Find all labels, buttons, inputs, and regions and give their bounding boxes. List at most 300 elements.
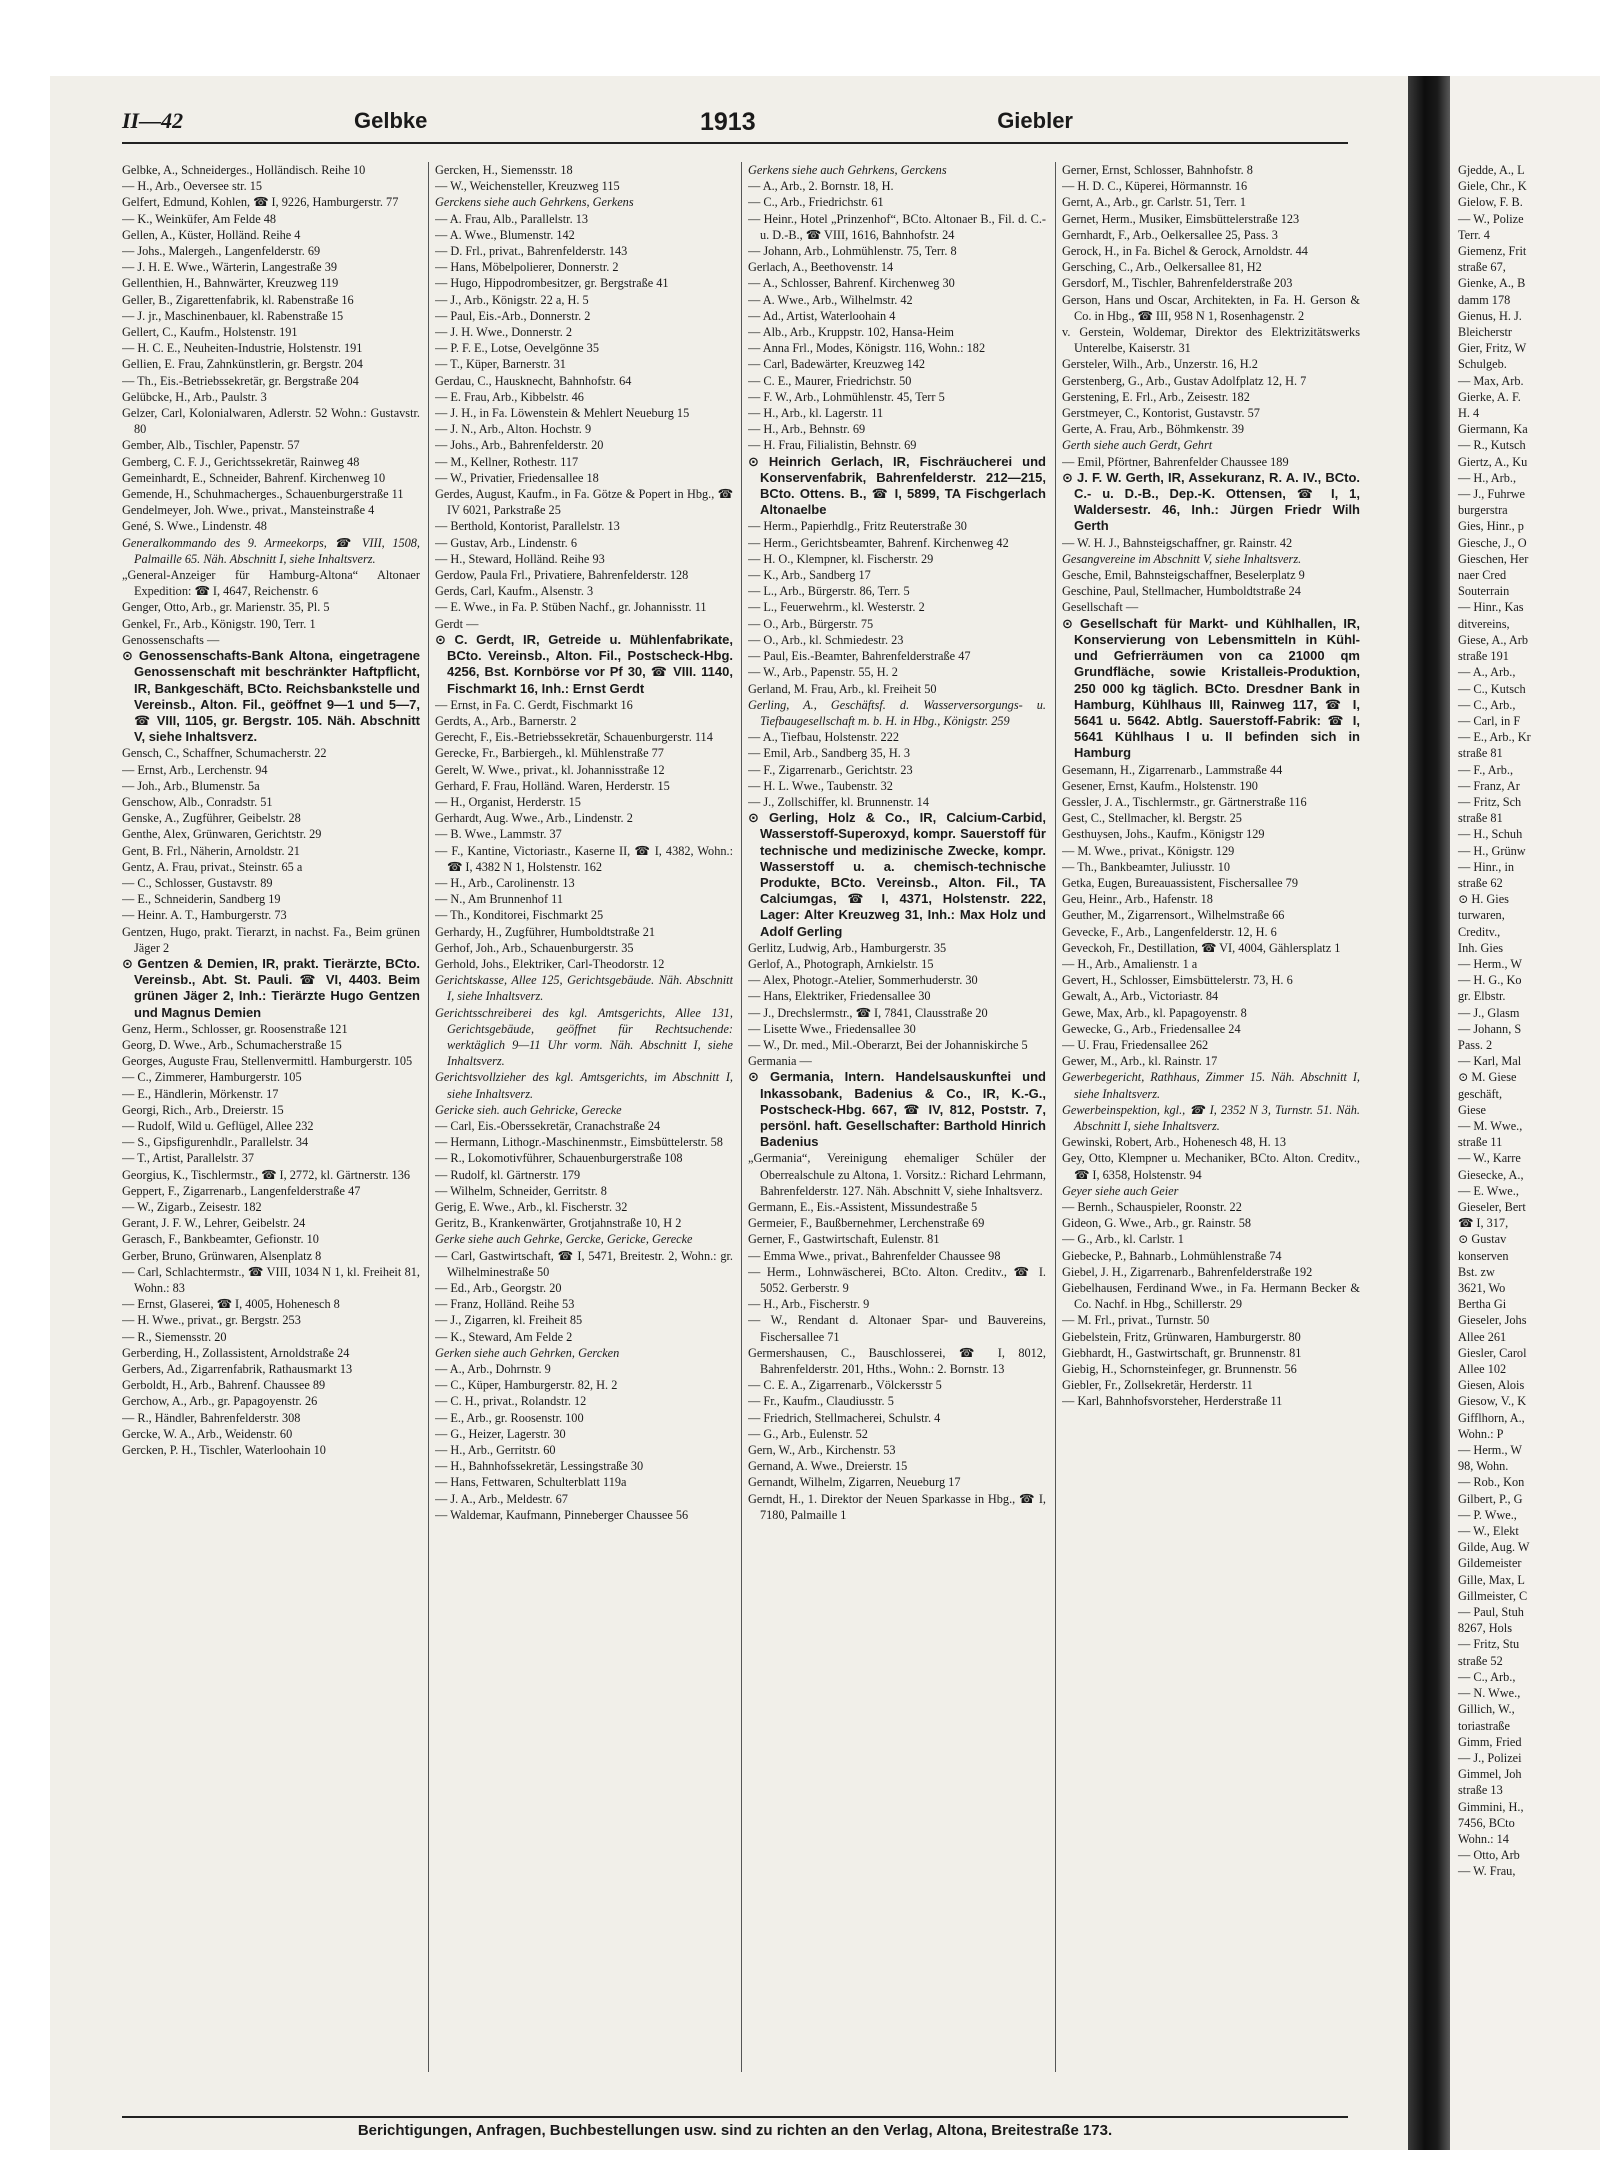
adjacent-page-line: — Johann, S [1458, 1021, 1522, 1036]
directory-entry: „Germania“, Vereinigung ehemaliger Schüler der Oberrealschule zu Altona, 1. Vorsitz.: Richard Lehrmann, Bahrenfelderstr. 127. Näh. Abschnitt V, siehe Inhaltsverz. [748, 1151, 1046, 1198]
directory-entry: Gerber, Bruno, Grünwaren, Alsenplatz 8 [122, 1248, 322, 1263]
directory-entry: — H., Arb., Amalienstr. 1 a [1062, 956, 1198, 971]
directory-entry: — A., Schlosser, Bahrenf. Kirchenweg 30 [748, 276, 955, 291]
directory-entry: — J. H. Wwe., Donnerstr. 2 [435, 325, 573, 340]
adjacent-page-line: Gifflhorn, A., [1458, 1410, 1525, 1425]
adjacent-page-line: straße 11 [1458, 1135, 1503, 1150]
adjacent-page-line: — H., Arb., [1458, 470, 1517, 485]
directory-entry: — D. Frl., privat., Bahrenfelderstr. 143 [435, 244, 628, 259]
directory-entry: — A. Frau, Alb., Parallelstr. 13 [435, 211, 589, 226]
directory-entry: — E., Schneiderin, Sandberg 19 [122, 892, 281, 907]
directory-entry: Gernand, A. Wwe., Dreierstr. 15 [748, 1459, 908, 1474]
adjacent-page-line: Gilde, Aug. W [1458, 1540, 1530, 1555]
adjacent-page-line: Gille, Max, L [1458, 1572, 1525, 1587]
adjacent-page-line: Gilbert, P., G [1458, 1491, 1523, 1506]
directory-entry: — H., Steward, Holländ. Reihe 93 [435, 551, 605, 566]
adjacent-page-column [1458, 162, 1600, 1880]
adjacent-page-line: — R., Kutsch [1458, 438, 1526, 453]
adjacent-page-line: — Fritz, Stu [1458, 1637, 1520, 1652]
adjacent-page-line: Gies, Hinr., p [1458, 519, 1524, 534]
directory-entry: — C., Arb., Friedrichstr. 61 [748, 195, 884, 210]
directory-entry: Gesthuysen, Johs., Kaufm., Königstr 129 [1062, 827, 1265, 842]
directory-entry: Gerboldt, H., Arb., Bahrenf. Chaussee 89 [122, 1378, 326, 1393]
adjacent-page-line: konserven [1458, 1248, 1509, 1263]
directory-entry: — Emil, Arb., Sandberg 35, H. 3 [748, 746, 911, 761]
directory-entry: — A., Tiefbau, Holstenstr. 222 [748, 730, 899, 745]
directory-entry: ⊙ J. F. W. Gerth, IR, Assekuranz, R. A. IV., BCto. C.- u. D.-B., Dep.-K. Ottensen, ☎ I, 1, Waldersestr. 46, Inh.: Jürgen Friedr Wilh Gerth [1062, 469, 1360, 534]
directory-entry: — N., Am Brunnenhof 11 [435, 892, 563, 907]
adjacent-page-line: straße 13 [1458, 1783, 1503, 1798]
directory-entry: Gentzen, Hugo, prakt. Tierarzt, in nachst. Fa., Beim grünen Jäger 2 [122, 924, 420, 955]
directory-entry: — W., Weichensteller, Kreuzweg 115 [435, 179, 620, 194]
directory-entry: Gerecke, Fr., Barbiergeh., kl. Mühlenstraße 77 [435, 746, 664, 761]
directory-entry: Germershausen, C., Bauschlosserei, ☎ I, 8012, Bahrenfelderstr. 201, Hths., Wohn.: 2. Bornstr. 13 [748, 1345, 1046, 1377]
column-4 [1062, 162, 1360, 2112]
adjacent-page-line: H. 4 [1458, 406, 1480, 421]
directory-entry: Gesener, Ernst, Kaufm., Holstenstr. 190 [1062, 778, 1258, 793]
directory-entry: — Herm., Lohnwäscherei, BCto. Alton. Creditv., ☎ I. 5052. Gerberstr. 9 [748, 1264, 1046, 1296]
directory-entry: — G., Arb., kl. Carlstr. 1 [1062, 1232, 1184, 1247]
directory-entry: Gerstening, E. Frl., Arb., Zeisestr. 182 [1062, 389, 1250, 404]
directory-entry: — Heinr. A. T., Hamburgerstr. 73 [122, 908, 287, 923]
directory-entry: Geschine, Paul, Stellmacher, Humboldtstraße 24 [1062, 584, 1301, 599]
column-3 [748, 162, 1046, 2112]
directory-entry: Gerstenberg, G., Arb., Gustav Adolfplatz 12, H. 7 [1062, 373, 1307, 388]
directory-entry: — E., Arb., gr. Roosenstr. 100 [435, 1410, 584, 1425]
adjacent-page-line: — J., Glasm [1458, 1005, 1520, 1020]
directory-entry: Gellert, C., Kaufm., Holstenstr. 191 [122, 325, 298, 340]
adjacent-page-line: ⊙ H. Gies [1458, 892, 1509, 907]
directory-entry: Giebecke, P., Bahnarb., Lohmühlenstraße 74 [1062, 1248, 1282, 1263]
directory-entry: Gerig, E. Wwe., Arb., kl. Fischerstr. 32 [435, 1200, 628, 1214]
directory-entry: — J. jr., Maschinenbauer, kl. Rabenstraße 15 [122, 308, 344, 323]
adjacent-page-line: Bertha Gi [1458, 1297, 1507, 1312]
directory-entry: Gerckens siehe auch Gehrkens, Gerkens [435, 195, 634, 210]
directory-entry: — Herm., Papierhdlg., Fritz Reuterstraße 30 [748, 519, 967, 534]
directory-entry: ⊙ Genossenschafts-Bank Altona, eingetragene Genossenschaft mit beschränkter Haftpflicht, IR, Bankgeschäft, BCto. Reichsbankstelle und Vereinsb., Alton. Fil., geöffnet 9—1 und 5—7, ☎ VIII, 1105, gr. Bergstr. 105. Näh. Abschnitt V, siehe Inhaltsverz. [122, 648, 420, 745]
directory-entry: Gerichtskasse, Allee 125, Gerichtsgebäude. Näh. Abschnitt I, siehe Inhaltsverz. [435, 973, 733, 1004]
directory-entry: Gerkens siehe auch Gehrkens, Gerckens [748, 163, 947, 177]
adjacent-page-line: Gjedde, A., L [1458, 163, 1525, 177]
directory-entry: Gerke siehe auch Gehrke, Gercke, Gericke, Gerecke [435, 1232, 693, 1247]
directory-entry: Gersdorf, M., Tischler, Bahrenfelderstraße 203 [1062, 276, 1293, 291]
directory-entry: — Carl, Badewärter, Kreuzweg 142 [748, 357, 926, 372]
adjacent-page-line: burgerstra [1458, 503, 1508, 518]
adjacent-page-line: turwaren, [1458, 908, 1505, 923]
directory-entry: Gewecke, G., Arb., Friedensallee 24 [1062, 1021, 1241, 1036]
directory-entry: Gerth siehe auch Gerdt, Gehrt [1062, 438, 1213, 453]
adjacent-page-line: Gildemeister [1458, 1556, 1522, 1571]
directory-entry: Gercken, P. H., Tischler, Waterloohain 10 [122, 1443, 326, 1458]
directory-entry: — H. Frau, Filialistin, Behnstr. 69 [748, 438, 917, 453]
directory-entry: — Ed., Arb., Georgstr. 20 [435, 1281, 562, 1296]
directory-entry: — O., Arb., Bürgerstr. 75 [748, 616, 874, 631]
directory-entry: — C., Küper, Hamburgerstr. 82, H. 2 [435, 1378, 618, 1393]
directory-entry: Geu, Heinr., Arb., Hafenstr. 18 [1062, 892, 1213, 907]
adjacent-page-line: — E. Wwe., [1458, 1183, 1519, 1198]
directory-entry: Gesangvereine im Abschnitt V, siehe Inhaltsverz. [1062, 551, 1302, 566]
directory-entry: — Anna Frl., Modes, Königstr. 116, Wohn.: 182 [748, 341, 986, 356]
adjacent-page-line: Gillmeister, C [1458, 1588, 1528, 1603]
directory-entry: — W., Privatier, Friedensallee 18 [435, 470, 599, 485]
adjacent-page-line: gr. Elbstr. [1458, 989, 1506, 1004]
directory-entry: Gewalt, A., Arb., Victoriastr. 84 [1062, 989, 1219, 1004]
adjacent-page-line: — J., Fuhrwe [1458, 487, 1525, 502]
adjacent-page-line: 98, Wohn. [1458, 1459, 1509, 1474]
directory-entry: — Berthold, Kontorist, Parallelstr. 13 [435, 519, 620, 534]
directory-entry: — M. Wwe., privat., Königstr. 129 [1062, 843, 1235, 858]
directory-entry: Genske, A., Zugführer, Geibelstr. 28 [122, 811, 301, 826]
directory-entry: — Carl, Gastwirtschaft, ☎ I, 5471, Breitestr. 2, Wohn.: gr. Wilhelminestraße 50 [435, 1248, 733, 1279]
adjacent-page-line: 3621, Wo [1458, 1281, 1506, 1296]
directory-entry: — Karl, Bahnhofsvorsteher, Herderstraße 11 [1062, 1394, 1283, 1409]
directory-entry: Geuther, M., Zigarrensort., Wilhelmstraße 66 [1062, 908, 1285, 923]
adjacent-page-line: Giesow, V., K [1458, 1394, 1527, 1409]
adjacent-page-line: — Karl, Mal [1458, 1054, 1522, 1069]
directory-entry: — M., Kellner, Rothestr. 117 [435, 454, 579, 469]
directory-entry: Geyer siehe auch Geier [1062, 1183, 1179, 1198]
directory-entry: Gernet, Herm., Musiker, Eimsbüttelerstraße 123 [1062, 211, 1300, 226]
adjacent-page-line: Gieseler, Johs [1458, 1313, 1527, 1328]
header-first-entry: Gelbke [354, 108, 428, 133]
directory-entry: — H. O., Klempner, kl. Fischerstr. 29 [748, 551, 934, 566]
directory-entry: Gevert, H., Schlosser, Eimsbüttelerstr. 73, H. 6 [1062, 973, 1293, 988]
directory-entry: — J. H., in Fa. Löwenstein & Mehlert Neueburg 15 [435, 406, 690, 421]
directory-entry: Gemende, H., Schuhmacherges., Schauenburgerstraße 11 [122, 487, 404, 502]
adjacent-page-line: damm 178 [1458, 292, 1511, 307]
adjacent-page-line: straße 67, [1458, 260, 1506, 275]
directory-entry: Giebhardt, H., Gastwirtschaft, gr. Brunnenstr. 81 [1062, 1345, 1302, 1360]
directory-entry: Gerasch, F., Bankbeamter, Gefionstr. 10 [122, 1232, 319, 1247]
directory-entry: — Hans, Elektriker, Friedensallee 30 [748, 989, 931, 1004]
directory-entry: Gerdau, C., Hausknecht, Bahnhofstr. 64 [435, 373, 632, 388]
adjacent-page-line: Wohn.: P [1458, 1426, 1504, 1441]
directory-entry: — S., Gipsfigurenhdlr., Parallelstr. 34 [122, 1135, 309, 1150]
directory-entry: — Bernh., Schauspieler, Roonstr. 22 [1062, 1200, 1242, 1214]
adjacent-page-line: — Otto, Arb [1458, 1848, 1520, 1863]
directory-entry: Geritz, B., Krankenwärter, Grotjahnstraße 10, H 2 [435, 1216, 682, 1231]
adjacent-page-line: Allee 261 [1458, 1329, 1507, 1344]
directory-entry: Genschow, Alb., Conradstr. 51 [122, 794, 273, 809]
directory-entry: Gensch, C., Schaffner, Schumacherstr. 22 [122, 746, 327, 761]
adjacent-page-line: ditvereins, [1458, 616, 1510, 631]
adjacent-page-line: — Max, Arb. [1458, 373, 1524, 388]
directory-entry: Gernandt, Wilhelm, Zigarren, Neueburg 17 [748, 1475, 961, 1490]
directory-entry: — G., Heizer, Lagerstr. 30 [435, 1426, 566, 1441]
directory-entry: Georgi, Rich., Arb., Dreierstr. 15 [122, 1102, 284, 1117]
adjacent-page-line: Allee 102 [1458, 1362, 1507, 1377]
adjacent-page-line: — Franz, Ar [1458, 778, 1520, 793]
directory-entry: Gerlach, A., Beethovenstr. 14 [748, 260, 894, 275]
directory-entry: — F., Kantine, Victoriastr., Kaserne II, ☎ I, 4382, Wohn.: ☎ I, 4382 N 1, Holstenstr. 162 [435, 843, 733, 874]
column-2 [435, 162, 733, 2112]
directory-entry: — J. A., Arb., Meldestr. 67 [435, 1491, 568, 1506]
directory-entry: ⊙ C. Gerdt, IR, Getreide u. Mühlenfabrikate, BCto. Vereinsb., Alton. Fil., Postscheck-Hbg. 4256, Bst. Kornbörse vor Pf 30, ☎ VIII. 1140, Fischmarkt 16, Inh.: Ernst Gerdt [435, 631, 733, 696]
adjacent-page-line: Gimmel, Joh [1458, 1767, 1522, 1782]
directory-entry: Geveckoh, Fr., Destillation, ☎ VI, 4004, Gählersplatz 1 [1062, 940, 1341, 955]
adjacent-page-line: — C., Arb., [1458, 697, 1516, 712]
directory-entry: Gerstmeyer, C., Kontorist, Gustavstr. 57 [1062, 406, 1260, 421]
adjacent-page-line: Gienke, A., B [1458, 276, 1526, 291]
directory-entry: Gerberding, H., Zollassistent, Arnoldstraße 24 [122, 1345, 350, 1360]
directory-entry: — Herm., Gerichtsbeamter, Bahrenf. Kirchenweg 42 [748, 535, 1009, 550]
directory-entry: — Paul, Eis.-Beamter, Bahrenfelderstraße 47 [748, 649, 971, 664]
directory-entry: — E. Wwe., in Fa. P. Stüben Nachf., gr. Johannisstr. 11 [435, 600, 707, 615]
directory-entry: — B. Wwe., Lammstr. 37 [435, 827, 562, 842]
directory-entry: — L., Arb., Bürgerstr. 86, Terr. 5 [748, 584, 910, 599]
directory-entry: — R., Lokomotivführer, Schauenburgerstraße 108 [435, 1151, 683, 1166]
directory-entry: — K., Steward, Am Felde 2 [435, 1329, 573, 1344]
directory-entry: Gerhardt, Aug. Wwe., Arb., Lindenstr. 2 [435, 811, 633, 826]
adjacent-page-line: Terr. 4 [1458, 227, 1490, 242]
adjacent-page-line: — H., Grünw [1458, 843, 1526, 858]
directory-entry: — Carl, Schlachtermstr., ☎ VIII, 1034 N 1, kl. Freiheit 81, Wohn.: 83 [122, 1264, 420, 1296]
adjacent-page-line: straße 62 [1458, 875, 1503, 890]
directory-entry: Gercke, W. A., Arb., Weidenstr. 60 [122, 1426, 293, 1441]
directory-entry: Gerlitz, Ludwig, Arb., Hamburgerstr. 35 [748, 940, 947, 955]
directory-entry: Gerelt, W. Wwe., privat., kl. Johannisstraße 12 [435, 762, 665, 777]
adjacent-page-line: Giesen, Alois [1458, 1378, 1525, 1393]
header-year: 1913 [700, 108, 756, 136]
directory-entry: — Ernst, Glaserei, ☎ I, 4005, Hohenesch 8 [122, 1297, 340, 1312]
directory-entry: Gerichtsschreiberei des kgl. Amtsgerichts, Allee 131, Gerichtsgebäude, geöffnet für Rechtsuchende: werktäglich 9—11 Uhr vorm. Näh. Abschnitt I, siehe Inhaltsverz. [435, 1005, 733, 1069]
directory-entry: Gerhold, Johs., Elektriker, Carl-Theodorstr. 12 [435, 956, 665, 971]
directory-entry: — G., Arb., Eulenstr. 52 [748, 1426, 868, 1441]
directory-entry: — F., Zigarrenarb., Gerichtstr. 23 [748, 762, 913, 777]
adjacent-page-line: 8267, Hols [1458, 1621, 1512, 1636]
directory-entry: Gerdts, A., Arb., Barnerstr. 2 [435, 713, 577, 728]
directory-entry: Germann, E., Eis.-Assistent, Missundestraße 5 [748, 1200, 978, 1214]
directory-entry: — Th., Bankbeamter, Juliusstr. 10 [1062, 859, 1231, 874]
directory-entry: — W., Rendant d. Altonaer Spar- und Bauvereins, Fischersallee 71 [748, 1313, 1046, 1344]
directory-entry: Georges, Auguste Frau, Stellenvermittl. Hamburgerstr. 105 [122, 1054, 413, 1069]
directory-entry: Gelzer, Carl, Kolonialwaren, Adlerstr. 52 Wohn.: Gustavstr. 80 [122, 406, 420, 437]
directory-entry: — K., Weinküfer, Am Felde 48 [122, 211, 277, 226]
directory-entry: ⊙ Gerling, Holz & Co., IR, Calcium-Carbid, Wasserstoff-Superoxyd, kompr. Sauerstoff für technische und medizinische Zwecke, kompr. Wasserstoff u. a. chemisch-technische Produkte, BCto. Vereinsb., Alton. Fil., TA Calciumgas, ☎ I, 4371, Holstenstr. 222, Lager: Alter Kreuzweg 31, Inh.: Max Holz und Adolf Gerling [748, 810, 1046, 939]
adjacent-page-line: Gierke, A. F. [1458, 389, 1521, 404]
directory-entry: Gewinski, Robert, Arb., Hohenesch 48, H. 13 [1062, 1135, 1287, 1150]
directory-entry: — Heinr., Hotel „Prinzenhof“, BCto. Altonaer B., Fil. d. C.- u. D.-B., ☎ VIII, 1616, Bahnhofstr. 24 [748, 211, 1046, 242]
directory-entry: Gemeinhardt, E., Schneider, Bahrenf. Kirchenweg 10 [122, 470, 386, 485]
adjacent-page-line: Bst. zw [1458, 1264, 1495, 1279]
directory-entry: Gevecke, F., Arb., Langenfelderstr. 12, H. 6 [1062, 924, 1277, 939]
directory-entry: Gerdt — [435, 616, 479, 631]
directory-entry: Genkel, Fr., Arb., Königstr. 190, Terr. 1 [122, 616, 316, 631]
directory-entry: — Paul, Eis.-Arb., Donnerstr. 2 [435, 308, 591, 323]
directory-entry: — Gustav, Arb., Lindenstr. 6 [435, 535, 577, 550]
directory-entry: — E. Frau, Arb., Kibbelstr. 46 [435, 389, 584, 404]
directory-entry: Gerndt, H., 1. Direktor der Neuen Sparkasse in Hbg., ☎ I, 7180, Palmaille 1 [748, 1491, 1046, 1522]
directory-entry: Gercken, H., Siemensstr. 18 [435, 163, 573, 177]
directory-entry: Gelfert, Edmund, Kohlen, ☎ I, 9226, Hamburgerstr. 77 [122, 195, 399, 210]
adjacent-page-line: Bleicherstr [1458, 325, 1512, 340]
adjacent-page-line: — M. Wwe., [1458, 1118, 1523, 1133]
adjacent-page-line: — W., Karre [1458, 1151, 1521, 1166]
directory-entry: — Th., Eis.-Betriebssekretär, gr. Bergstraße 204 [122, 373, 359, 388]
page-number: II—42 [122, 108, 184, 133]
directory-entry: Germania — [748, 1054, 812, 1069]
directory-entry: — Emma Wwe., privat., Bahrenfelder Chaussee 98 [748, 1248, 1001, 1263]
directory-entry: — Hermann, Lithogr.-Maschinenmstr., Eimsbüttelerstr. 58 [435, 1135, 723, 1150]
header-last-entry: Giebler [997, 108, 1073, 133]
directory-entry: — R., Siemensstr. 20 [122, 1329, 227, 1344]
directory-entry: Genz, Herm., Schlosser, gr. Roosenstraße 121 [122, 1021, 348, 1036]
adjacent-page-line: — H. G., Ko [1458, 973, 1522, 988]
directory-entry: Gerlof, A., Photograph, Arnkielstr. 15 [748, 956, 934, 971]
directory-entry: — E., Händlerin, Mörkenstr. 17 [122, 1086, 279, 1101]
directory-entry: — A., Arb., Dohrnstr. 9 [435, 1362, 551, 1377]
directory-entry: Gerken siehe auch Gehrken, Gercken [435, 1345, 620, 1360]
adjacent-page-line: Giesecke, A., [1458, 1167, 1524, 1182]
column-divider [428, 162, 429, 2072]
directory-entry: — P. F. E., Lotse, Oevelgönne 35 [435, 341, 599, 356]
directory-entry: — H., Arb., kl. Lagerstr. 11 [748, 406, 884, 421]
directory-entry: — M. Frl., privat., Turnstr. 50 [1062, 1313, 1210, 1328]
directory-entry: — H. Wwe., privat., gr. Bergstr. 253 [122, 1313, 301, 1328]
directory-entry: Gerhard, F. Frau, Holländ. Waren, Herderstr. 15 [435, 778, 670, 793]
directory-entry: — Th., Konditorei, Fischmarkt 25 [435, 908, 604, 923]
adjacent-page-line: Giesche, J., O [1458, 535, 1527, 550]
directory-entry: Geller, B., Zigarettenfabrik, kl. Rabenstraße 16 [122, 292, 354, 307]
directory-entry: Gent, B. Frl., Näherin, Arnoldstr. 21 [122, 843, 300, 858]
directory-entry: — Johs., Malergeh., Langenfelderstr. 69 [122, 244, 321, 259]
directory-entry: Gernt, A., Arb., gr. Carlstr. 51, Terr. 1 [1062, 195, 1247, 210]
directory-entry: Gerbers, Ad., Zigarrenfabrik, Rathausmarkt 13 [122, 1362, 353, 1377]
column-divider [741, 162, 742, 2072]
directory-entry: — Joh., Arb., Blumenstr. 5a [122, 778, 260, 793]
adjacent-page-line: — Paul, Stuh [1458, 1605, 1524, 1620]
directory-entry: — J., Zollschiffer, kl. Brunnenstr. 14 [748, 794, 929, 809]
directory-entry: Germeier, F., Baußbernehmer, Lerchenstraße 69 [748, 1216, 985, 1231]
directory-entry: — H., Arb., Fischerstr. 9 [748, 1297, 870, 1312]
directory-entry: — Rudolf, Wild u. Geflügel, Allee 232 [122, 1118, 314, 1133]
directory-entry: Giebel, J. H., Zigarrenarb., Bahrenfelderstraße 192 [1062, 1264, 1313, 1279]
directory-entry: Gelübcke, H., Arb., Paulstr. 3 [122, 389, 267, 404]
directory-entry: — C. E. A., Zigarrenarb., Völckersstr 5 [748, 1378, 942, 1393]
directory-entry: — W., Dr. med., Mil.-Oberarzt, Bei der Johanniskirche 5 [748, 1037, 1028, 1052]
adjacent-page-line: Giese [1458, 1102, 1486, 1117]
directory-entry: Genger, Otto, Arb., gr. Marienstr. 35, Pl. 5 [122, 600, 330, 615]
directory-entry: Gewerbeinspektion, kgl., ☎ I, 2352 N 3, Turnstr. 51. Näh. Abschnitt I, siehe Inhaltsverz. [1062, 1102, 1360, 1133]
adjacent-page-line: — Hinr., in [1458, 859, 1515, 874]
directory-entry: Giebler, Fr., Zollsekretär, Herderstr. 11 [1062, 1378, 1253, 1393]
directory-entry: ⊙ Gentzen & Demien, IR, prakt. Tierärzte, BCto. Vereinsb., Abt. St. Pauli. ☎ VI, 4403. Beim grünen Jäger 2, Inh.: Tierärzte Hugo Gentzen und Magnus Demien [122, 955, 420, 1020]
directory-entry: — H., Arb., Carolinenstr. 13 [435, 875, 575, 890]
adjacent-page-line: — Herm., W [1458, 956, 1522, 971]
adjacent-page-line: — C., Kutsch [1458, 681, 1526, 696]
directory-entry: Gersteler, Wilh., Arb., Unzerstr. 16, H.2 [1062, 357, 1258, 372]
directory-entry: — O., Arb., kl. Schmiedestr. 23 [748, 632, 904, 647]
page-header [122, 104, 1348, 144]
directory-entry: Geppert, F., Zigarrenarb., Langenfelderstraße 47 [122, 1183, 361, 1198]
directory-entry: — Hans, Möbelpolierer, Donnerstr. 2 [435, 260, 619, 275]
directory-entry: Gesemann, H., Zigarrenarb., Lammstraße 44 [1062, 762, 1283, 777]
directory-entry: — C., Zimmerer, Hamburgerstr. 105 [122, 1070, 302, 1085]
directory-entry: Gemberg, C. F. J., Gerichtssekretär, Rainweg 48 [122, 454, 360, 469]
adjacent-page-line: — F., Arb., [1458, 762, 1514, 777]
directory-entry: Gentz, A. Frau, privat., Steinstr. 65 a [122, 859, 303, 874]
adjacent-page-line: straße 191 [1458, 649, 1509, 664]
directory-entry: — H., Bahnhofssekretär, Lessingstraße 30 [435, 1459, 644, 1474]
adjacent-page-line: — N. Wwe., [1458, 1686, 1521, 1701]
adjacent-page-line: Schulgeb. [1458, 357, 1507, 372]
adjacent-page-line: — H., Schuh [1458, 827, 1523, 842]
directory-entry: Gerling, A., Geschäftsf. d. Wasserversorgungs- u. Tiefbaugesellschaft m. b. H. in Hbg., Königstr. 259 [748, 697, 1046, 728]
directory-entry: — H., Arb., Oeversee str. 15 [122, 179, 263, 194]
adjacent-page-line: Gier, Fritz, W [1458, 341, 1527, 356]
directory-entry: — C., Schlosser, Gustavstr. 89 [122, 875, 273, 890]
adjacent-page-line: Gillich, W., [1458, 1702, 1515, 1717]
directory-page [50, 76, 1408, 2150]
directory-entry: Gerner, Ernst, Schlosser, Bahnhofstr. 8 [1062, 163, 1253, 177]
directory-entry: — W. H. J., Bahnsteigschaffner, gr. Rainstr. 42 [1062, 535, 1293, 550]
adjacent-page-line: Inh. Gies [1458, 940, 1504, 955]
directory-entry: Gerock, H., in Fa. Bichel & Gerock, Arnoldstr. 44 [1062, 244, 1308, 259]
adjacent-page-line: ⊙ M. Giese [1458, 1070, 1517, 1085]
adjacent-page-line: toriastraße [1458, 1718, 1510, 1733]
directory-entry: Gericke sieh. auch Gehricke, Gerecke [435, 1102, 622, 1117]
adjacent-page-line: — J., Polizei [1458, 1750, 1522, 1765]
adjacent-page-line: — W., Elekt [1458, 1524, 1519, 1539]
directory-entry: Gendelmeyer, Joh. Wwe., privat., Mansteinstraße 4 [122, 503, 375, 518]
directory-entry: Gerchow, A., Arb., gr. Papagoyenstr. 26 [122, 1394, 318, 1409]
directory-entry: — J. N., Arb., Alton. Hochstr. 9 [435, 422, 592, 437]
directory-entry: — A. Wwe., Arb., Wilhelmstr. 42 [748, 292, 913, 307]
directory-entry: — T., Artist, Parallelstr. 37 [122, 1151, 255, 1166]
adjacent-page-line: straße 52 [1458, 1653, 1503, 1668]
adjacent-page-line: — Herm., W [1458, 1443, 1522, 1458]
adjacent-page-line: Giertz, A., Ku [1458, 454, 1528, 469]
directory-entry: — C. H., privat., Rolandstr. 12 [435, 1394, 587, 1409]
directory-entry: — Carl, Eis.-Oberssekretär, Cranachstraße 24 [435, 1118, 661, 1133]
directory-entry: Gerland, M. Frau, Arb., kl. Freiheit 50 [748, 681, 937, 696]
directory-entry: Gerhardy, H., Zugführer, Humboldtstraße 21 [435, 924, 655, 939]
directory-entry: — Wilhelm, Schneider, Gerritstr. 8 [435, 1183, 607, 1198]
directory-entry: Georg, D. Wwe., Arb., Schumacherstraße 15 [122, 1037, 342, 1052]
directory-entry: — Alex, Photogr.-Atelier, Sommerhuderstr. 30 [748, 973, 978, 988]
directory-entry: Gewerbegericht, Rathhaus, Zimmer 15. Näh. Abschnitt I, siehe Inhaltsverz. [1062, 1070, 1360, 1101]
directory-entry: ⊙ Heinrich Gerlach, IR, Fischräucherei und Konservenfabrik, Bahrenfelderstr. 212—215, BCto. Ottens. B., ☎ I, 5899, TA Fischgerlach Altonaelbe [748, 453, 1046, 518]
adjacent-page-line: Giese, A., Arb [1458, 632, 1529, 647]
adjacent-page-line: geschäft, [1458, 1086, 1503, 1101]
directory-entry: — A., Arb., 2. Bornstr. 18, H. [748, 179, 894, 194]
directory-entry: — Johs., Arb., Bahrenfelderstr. 20 [435, 438, 604, 453]
directory-entry: — T., Küper, Barnerstr. 31 [435, 357, 566, 372]
directory-entry: Gerson, Hans und Oscar, Architekten, in Fa. H. Gerson & Co. in Hbg., ☎ III, 958 N 1, Rosenhagenstr. 2 [1062, 292, 1360, 323]
directory-entry: Gideon, G. Wwe., Arb., gr. Rainstr. 58 [1062, 1216, 1251, 1231]
adjacent-page-line: Gieseler, Bert [1458, 1200, 1526, 1214]
adjacent-page-line: — A., Arb., [1458, 665, 1516, 680]
directory-entry: ⊙ Germania, Intern. Handelsauskunftei und Inkassobank, Badenius & Co., IR, K.-G., Postscheck-Hbg. 667, ☎ IV, 812, Poststr. 7, persönl. haft. Gesellschafter: Barthold Hinrich Badenius [748, 1069, 1046, 1150]
adjacent-page-line: — Hinr., Kas [1458, 600, 1524, 615]
adjacent-page-line: — E., Arb., Kr [1458, 730, 1531, 745]
adjacent-page-line: ☎ I, 317, [1458, 1216, 1509, 1231]
adjacent-page-line: naer Cred [1458, 568, 1507, 583]
directory-entry: Gesellschaft — [1062, 600, 1139, 615]
directory-entry: Gerant, J. F. W., Lehrer, Geibelstr. 24 [122, 1216, 306, 1231]
adjacent-page-line: Souterrain [1458, 584, 1510, 599]
adjacent-page-line: — W. Frau, [1458, 1864, 1516, 1879]
adjacent-page-line: Giesler, Carol [1458, 1345, 1527, 1360]
directory-entry: Gest, C., Stellmacher, kl. Bergstr. 25 [1062, 811, 1242, 826]
adjacent-page-line: Gienus, H. J. [1458, 308, 1522, 323]
directory-entry: ⊙ Gesellschaft für Markt- und Kühlhallen, IR, Konservierung von Lebensmitteln in Kühl- und Gefrierräumen von ca 21000 qm Grundfläche, sowie Kristalleis-Produktion, 250 000 kg täglich. BCto. Dresdner Bank in Hamburg, Kühlhaus III, Rainweg 117, ☎ I, 5641 u. 5642. Abtlg. Sauerstoff-Fabrik: ☎ I, 5641 Kühlhaus I u. II befinden sich in Hamburg [1062, 615, 1360, 761]
adjacent-page-line: ⊙ Gustav [1458, 1232, 1507, 1247]
adjacent-page-line: Giermann, Ka [1458, 422, 1528, 437]
directory-entry: — F. W., Arb., Lohmühlenstr. 45, Terr 5 [748, 389, 945, 404]
directory-entry: — J., Zigarren, kl. Freiheit 85 [435, 1313, 583, 1328]
directory-entry: — Emil, Pförtner, Bahrenfelder Chaussee 189 [1062, 454, 1289, 469]
